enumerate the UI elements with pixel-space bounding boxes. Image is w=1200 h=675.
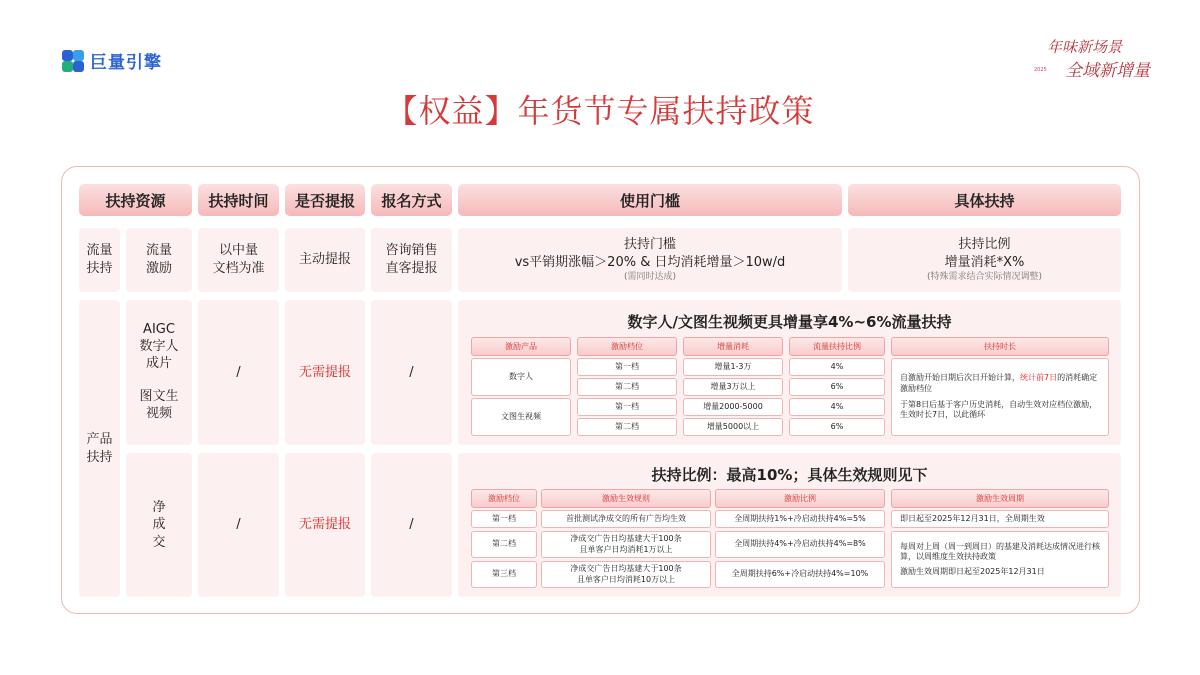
aigc-header-spend: 增量消耗 xyxy=(683,337,783,356)
header-support: 具体扶持 xyxy=(848,184,1121,216)
net-rule: 首批测试净成交的所有广告均生效 xyxy=(541,510,711,528)
aigc-report: 无需提报 xyxy=(285,300,365,445)
net-time: / xyxy=(198,453,279,597)
row1-report: 主动提报 xyxy=(285,228,365,292)
aigc-spend: 增量3万以上 xyxy=(683,378,783,396)
row1-threshold xyxy=(458,228,842,292)
aigc-ratio: 4% xyxy=(789,398,885,416)
net-rule: 净成交广告日均基建大于100条 且单客户日均消耗10万以上 xyxy=(541,561,711,588)
aigc-tier: 第一档 xyxy=(577,398,677,416)
aigc-duration-a xyxy=(900,373,1105,394)
product-net: 净 成 交 xyxy=(126,453,192,597)
aigc-ratio: 6% xyxy=(789,418,885,436)
aigc-header-duration: 扶持时长 xyxy=(891,337,1109,356)
net-rule: 净成交广告日均基建大于100条 且单客户日均消耗1万以上 xyxy=(541,531,711,558)
net-report: 无需提报 xyxy=(285,453,365,597)
aigc-duration xyxy=(891,358,1109,436)
aigc-duration-b: 于第8日后基于客户历史消耗，自动生效对应档位激励，生效时长7日，以此循环 xyxy=(900,400,1098,420)
support-title: 扶持比例 xyxy=(958,237,1011,253)
header-signup: 报名方式 xyxy=(371,184,452,216)
aigc-product-image-video: 文图生视频 xyxy=(471,398,571,436)
aigc-ratio: 6% xyxy=(789,378,885,396)
row1-subcategory: 流量 激励 xyxy=(126,228,192,292)
product-category: 产品 扶持 xyxy=(79,300,120,597)
support-note: (特殊需求结合实际情况调整) xyxy=(926,272,1043,283)
net-ratio: 全周期扶持6%+冷启动扶持4%=10% xyxy=(715,561,885,588)
row1-category: 流量 扶持 xyxy=(79,228,120,292)
header-threshold: 使用门槛 xyxy=(458,184,842,216)
aigc-tier: 第一档 xyxy=(577,358,677,376)
duration-highlight: 统计前7日 xyxy=(1020,373,1058,383)
duration-text: 自激励开始日期后次日开始计算， xyxy=(900,373,1020,383)
net-ratio: 全周期扶持1%+冷启动扶持4%=5% xyxy=(715,510,885,528)
net-period-3-text: 激励生效周期即日起至2025年12月31日 xyxy=(900,566,1045,576)
corner-line-2: 全域新增量 xyxy=(1065,61,1150,81)
net-header-rule: 激励生效规则 xyxy=(541,489,711,508)
threshold-text: vs平销期涨幅＞20% & 日均消耗增量＞10w/d xyxy=(514,254,786,270)
aigc-ratio: 4% xyxy=(789,358,885,376)
net-signup: / xyxy=(371,453,452,597)
row1-time: 以中量 文档为准 xyxy=(198,228,279,292)
net-tier: 第二档 xyxy=(471,531,537,558)
corner-small: 2025 xyxy=(1034,67,1047,73)
threshold-note: (需同时达成) xyxy=(623,272,677,283)
page-title: 【权益】年货节专属扶持政策 xyxy=(385,92,815,130)
aigc-header-product: 激励产品 xyxy=(471,337,571,356)
header-report: 是否提报 xyxy=(285,184,365,216)
aigc-time: / xyxy=(198,300,279,445)
net-period-2 xyxy=(891,531,1109,588)
duration-text-2: 的消耗确定激励档位 xyxy=(900,373,1098,393)
aigc-spend: 增量2000-5000 xyxy=(683,398,783,416)
corner-slogan xyxy=(1034,34,1150,86)
net-header-tier: 激励档位 xyxy=(471,489,537,508)
header-resource: 扶持资源 xyxy=(79,184,192,216)
aigc-spend: 增量1-3万 xyxy=(683,358,783,376)
brand-mark-icon xyxy=(62,50,84,72)
aigc-header-tier: 激励档位 xyxy=(577,337,677,356)
support-text: 增量消耗*X% xyxy=(944,254,1025,270)
aigc-header-ratio: 流量扶持比例 xyxy=(789,337,885,356)
aigc-signup: / xyxy=(371,300,452,445)
net-header-period: 激励生效周期 xyxy=(891,489,1109,508)
aigc-spend: 增量5000以上 xyxy=(683,418,783,436)
row1-signup: 咨询销售 直客提报 xyxy=(371,228,452,292)
brand-logo xyxy=(62,48,162,73)
net-tier: 第三档 xyxy=(471,561,537,588)
net-header-ratio: 激励比例 xyxy=(715,489,885,508)
net-tier: 第一档 xyxy=(471,510,537,528)
aigc-tier: 第二档 xyxy=(577,418,677,436)
net-ratio: 全周期扶持4%+冷启动扶持4%=8% xyxy=(715,531,885,558)
net-period-1: 即日起至2025年12月31日，全周期生效 xyxy=(891,510,1109,528)
net-title: 扶持比例：最高10%；具体生效规则见下 xyxy=(651,466,928,484)
corner-line-1: 年味新场景 xyxy=(1046,38,1122,56)
aigc-title: 数字人/文图生视频更具增量享4%~6%流量扶持 xyxy=(627,313,952,331)
product-aigc: AIGC 数字人 成片 图文生 视频 xyxy=(126,300,192,445)
net-period-2-text: 每周对上周（周一到周日）的基建及消耗达成情况进行核算，以周维度生效扶持政策 xyxy=(900,541,1100,562)
brand-name: 巨量引擎 xyxy=(90,53,162,73)
row1-support xyxy=(848,228,1121,292)
header-time: 扶持时间 xyxy=(198,184,279,216)
aigc-product-digital-human: 数字人 xyxy=(471,358,571,396)
aigc-tier: 第二档 xyxy=(577,378,677,396)
threshold-title: 扶持门槛 xyxy=(623,237,676,253)
